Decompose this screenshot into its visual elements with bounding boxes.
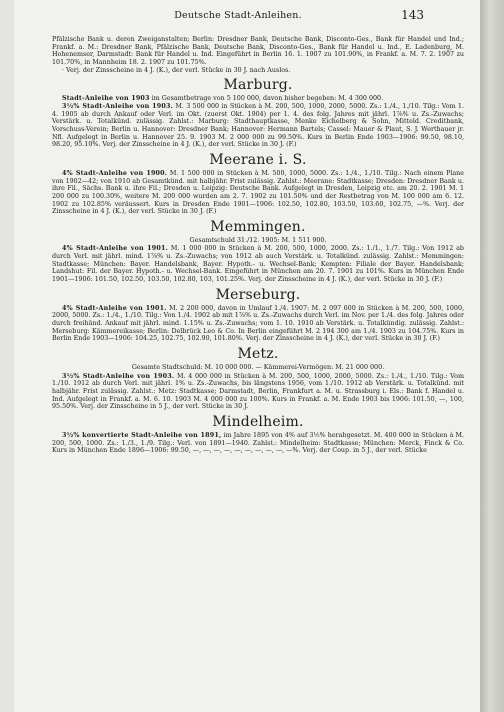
page-header [52,10,424,26]
memmingen-subtitle: Gesamtschuld 31./12. 1905: M. 1 511 900. [189,236,327,244]
intro-verj-note: · Verj. der Zinsscheine in 4 J. (K.), der verl. Stücke in 30 J. nach Auslos. [62,66,291,74]
meerane-text: M. 1 500 000 in Stücken à M. 500, 1000, 5000. Zs.: 1./4., 1./10. Tilg.: Nach einem Plane von 1902—42; von 1910 ab Gesamtkünd. mit halbjähr. Frist zulässig. Zahlst.: Meerane: Stadtkasse; Dresden: Dresdner Bank u. ihre Fil., Sächs. Bank u. ihre Fil.; Dresden u. Leipzig: Deutsche Bank. Aufgelegt in Dresden, Leipzig etc. am 20. 2. 1901 M. 1 200 000 zu 100.30%, weitere M. 200 000 wurden am 2. 7. 1902 zu 101.50% und der Restbetrag von M. 100 000 am 6. 12. 1902 zu 102.85% veräussert. Kurs in Dresden Ende 1901—1906: 102.50, 102.80, 103.50, 103.60, 102.75, —%. Verj. der Zinsscheine in 4 J. (K.), der verl. Stücke in 30 J. (F.) [52,169,464,216]
marburg-text-1: im Gesamtbetrage von 5 100 000, davon bisher begeben: M. 4 300 000. [149,95,384,103]
section-heading-metz: Metz. [237,346,279,363]
marburg-paragraph-1 [52,95,464,103]
book-spine-edge [480,0,504,712]
page-number: 143 [401,8,424,22]
marburg-lead-1: Stadt-Anleihe von 1903 [62,95,150,103]
section-heading-memmingen: Memmingen. [210,218,306,235]
book-page [14,0,480,712]
section-heading-mindelheim: Mindelheim. [212,413,304,430]
memmingen-lead: 4% Stadt-Anleihe von 1901. [62,245,169,253]
metz-paragraph [52,373,464,411]
mindelheim-paragraph [52,432,464,455]
meerane-paragraph [52,170,464,216]
memmingen-paragraph [52,245,464,283]
merseburg-lead: 4% Stadt-Anleihe von 1901. [62,304,167,312]
meerane-lead: 4% Stadt-Anleihe von 1900. [62,169,168,177]
marburg-paragraph-2 [52,103,464,149]
marburg-text-2: M. 3 500 000 in Stücken à M. 200, 500, 1000, 2000, 5000. Zs.: 1./4., 1./10. Tilg.: Vom 1. 4. 1905 ab durch Ankauf oder Verl. im Okt. (zuerst Okt. 1904) per 1. 4. des folg. Jahres mit jährl. 1⅞% u. Zs.-Zuwachs; Verstärk. u. Totalkünd. zulässig. Zahlst.: Marburg: Stadthauptkasse, Menke Eichelberg & Sohn, Mitteld. Creditbank, Vorschuss-Verein; Berlin u. Hannover: Dresdner Bank; Hannover: Hermann Bartels; Cassel: Mauer & Plaut, S. J. Werthauer jr. Nfl. Aufgelegt in Berlin u. Hannover 25. 9. 1903 M. 2 000 000 zu 99.50%. Kurs in Berlin Ende 1903—1906: 99.50, 98.10, 98.20, 95.10%. Verj. der Zinsscheine in 4 J. (K.), der verl. Stücke in 30 J. (F.) [52,102,464,149]
intro-paragraph: Pfälzische Bank u. deren Zweiganstalten; Berlin: Dresdner Bank, Deutsche Bank, Disconto-Ges., Bank für Handel und Ind.; Frankf. a. M.: Dresdner Bank, Pfälzische Bank, Deutsche Bank, Disconto-Ges., Bank für Handel u. Ind., E. Ladenburg, M. Hohenemser, Darmstadt: Bank für Handel u. Ind. Eingeführt in Berlin 16. 1. 1907 zu 101.90%, in Frankf. a. M. 7. 2. 1907 zu 101.70%, in Mannheim 18. 2. 1907 zu 101.75%. [52,36,464,66]
metz-subtitle: Gesamte Stadtschuld: M. 10 000 000. — Kämmerei-Vermögen: M. 21 000 000. [131,364,385,372]
mindelheim-text: im Jahre 1895 von 4% auf 3½% herabgesetzt. M. 400 000 in Stücken à M. 200, 500, 1000. Zs.: 1./3., 1./9. Tilg.: Verl. von 1891—1940. Zahlst.: Mindelheim: Stadtkasse; München: Merck, Finck & Co. Kurs in München Ende 1896—1906: 99.50, —, —, —, —, —, —, —, —, —, —%. Verj. der Coup. in 5 J., der verl. Stücke [52,431,464,455]
section-heading-meerane: Meerane i. S. [209,151,307,168]
mindelheim-lead: 3½% konvertierte Stadt-Anleihe von 1891, [62,431,222,439]
section-heading-merseburg: Merseburg. [215,286,301,303]
section-heading-marburg: Marburg. [223,77,293,94]
marburg-lead-2: 3½% Stadt-Anleihe von 1903. [62,102,174,110]
merseburg-text: M. 2 200 000, davon in Umlauf 1./4. 1907: M. 2 097 600 in Stücken à M. 200, 500, 1000, 2000, 5000. Zs.: 1./4., 1./10. Tilg.: Von 1./4. 1902 ab mit 1⅞% u. Zs.-Zuwachs durch Verl. im Nov. per 1./4. des folg. Jahres oder durch freihänd. Ankauf mit jährl. mind. 1.15% u. Zs.-Zuwachs; vom 1. 10. 1910 ab Verstärk. u. Totalkündig. zulässig. Zahlst.: Merseburg: Kämmereikasse; Berlin: Delbrück Leo & Co. In Berlin eingeführt M. 2 194 300 am 1./4. 1903 zu 104.75%. Kurs in Berlin Ende 1903—1906: 104.25, 102.75, 102.90, 101.80%. Verj. der Zinsscheine in 4 J. (K.), der verl. Stücke in 30 J. (F.) [52,304,464,343]
metz-text: M. 4 000 000 in Stücken à M. 200, 500, 1000, 2000, 5000. Zs.: 1./4., 1./10. Tilg.: Vom 1./10. 1912 ab durch Verl. mit jährl. 1% u. Zs.-Zuwachs, bis längstens 1956, vom 1./10. 1912 ab Verstärk. u. Totalkünd. mit halbjähr. Frist zulässig. Zahlst.: Metz: Stadtkasse; Darmstadt, Berlin, Frankfurt a. M. u. Strassburg i. Els.: Bank f. Handel u. Ind. Aufgelegt in Frankf. a. M. 6. 10. 1903 M. 4 000 000 zu 100%. Kurs in Frankf. a. M. Ende 1903 bis 1906: 101.50, —, 100, 95.50%. Verj. der Zinsscheine in 5 J., der verl. Stücke in 30 J. [52,372,464,411]
merseburg-paragraph [52,305,464,343]
memmingen-text: M. 1 000 000 in Stücken à M. 200, 500, 1000, 2000. Zs.: 1./1., 1./7. Tilg.: Von 1912 ab durch Verl. mit jährl. mind. 1⅞% u. Zs.-Zuwachs; von 1912 ab auch Verstärk. u. Totalkünd. zulässig. Zahlst.: Memmingen: Stadtkasse; München: Bayer. Handelsbank, Bayer. Hypoth.- u. Wechsel-Bank; Kempten: Filiale der Bayer. Handelsbank; Landshut: Fil. der Bayer. Hypoth.- u. Wechsel-Bank. Eingeführt in München am 20. 7. 1901 zu 101%. Kurs in München Ende 1901—1906: 101.50, 102.50, 103.50, 102.80, 103, 101.25%. Verj. der Zinsscheine in 4 J. (K.), der verl. Stücke in 30 J. (F.) [52,245,464,284]
page-body [52,36,464,455]
running-title: Deutsche Stadt-Anleihen. [174,10,302,21]
metz-lead: 3½% Stadt-Anleihe von 1903. [62,372,175,380]
